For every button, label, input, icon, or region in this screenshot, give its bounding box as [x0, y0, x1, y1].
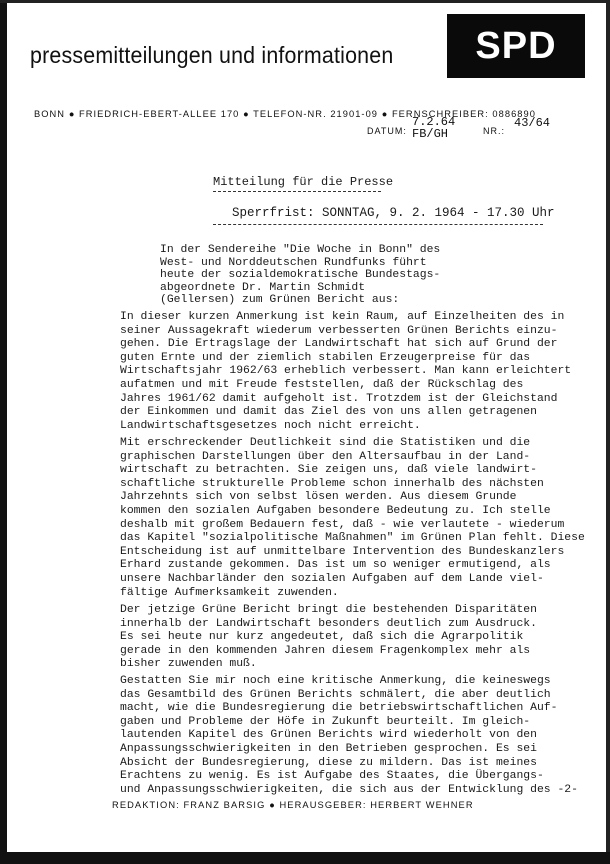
- text-line: Entscheidung ist auf unmittelbare Intervention des Bundeskanzlers: [120, 545, 565, 558]
- intro-line: (Gellersen) zum Grünen Bericht aus:: [160, 294, 400, 306]
- text-line: kommen den sozialen Aufgaben besondere Bedeutung zu. Ich stelle: [120, 504, 551, 517]
- text-line: bisher zuwenden muß.: [120, 658, 257, 671]
- intro-paragraph: [160, 244, 520, 307]
- intro-line: West- und Norddeutschen Rundfunks führt: [160, 256, 427, 269]
- body-paragraph-4: [120, 675, 578, 797]
- text-line: wirtschaft zu betrachten. Sie zeigen uns, daß viele landwirt-: [120, 464, 537, 477]
- spd-logo: SPD: [447, 14, 585, 78]
- embargo-underline: [213, 224, 543, 225]
- text-line: Es sei heute nur kurz angedeutet, daß sich die Agrarpolitik: [120, 631, 524, 644]
- text-line: innerhalb der Landwirtschaft besonders deutlich zum Ausdruck.: [120, 617, 537, 630]
- text-line: aufatmen und mit Freude feststellen, daß der Rückschlag des: [120, 378, 524, 391]
- text-line: In dieser kurzen Anmerkung ist kein Raum, auf Einzelheiten des in: [120, 311, 565, 323]
- text-line: Erhard zustande gekommen. Das ist um so weniger ermutigend, als: [120, 559, 551, 572]
- body-paragraph-2: [120, 437, 585, 600]
- text-line: gehen. Die Ertragslage der Landwirtschaft hat sich auf Grund der: [120, 338, 558, 351]
- text-line: das Gesamtbild des Grünen Berichts schmälert, die aber deutlich: [120, 688, 551, 701]
- intro-line: abgeordnete Dr. Martin Schmidt: [160, 281, 366, 294]
- text-line: schaftliche strukturelle Probleme schon innerhalb des nächsten: [120, 477, 544, 490]
- text-line: seiner Aussagekraft wiederum verbesserten Grünen Berichts einzu-: [120, 324, 558, 337]
- text-line: gerade in den kommenden Jahren diesem Fragenkomplex mehr als: [120, 644, 531, 657]
- scan-edge-top: [0, 0, 610, 3]
- press-heading: Mitteilung für die Presse: [213, 175, 394, 189]
- scan-edge-left: [0, 0, 7, 864]
- text-line: Gestatten Sie mir noch eine kritische Anmerkung, die keineswegs: [120, 675, 551, 687]
- text-line: graphischen Darstellungen über den Altersaufbau in der Land-: [120, 450, 531, 463]
- text-line: das Kapitel "sozialpolitische Maßnahmen" im Grünen Plan fehlt. Diese: [120, 532, 585, 545]
- embargo-line: Sperrfrist: SONNTAG, 9. 2. 1964 - 17.30 Uhr: [232, 206, 555, 220]
- body-paragraph-1: [120, 311, 572, 433]
- text-line: Absicht der Bundesregierung, diese zu mildern. Das ist meines: [120, 756, 537, 769]
- text-line: Mit erschreckender Deutlichkeit sind die Statistiken und die: [120, 437, 531, 449]
- body-paragraph-3: [120, 604, 560, 672]
- text-line: der Einkommen und damit das Ziel des von uns allen getragenen: [120, 406, 537, 419]
- footer-editorial: REDAKTION: FRANZ BARSIG ● HERAUSGEBER: HERBERT WEHNER: [112, 800, 474, 810]
- text-line: macht, wie die Bundesregierung die betriebswirtschaftlichen Auf-: [120, 702, 558, 715]
- text-line: gaben und Probleme der Höfe in Zukunft beurteilt. Im gleich-: [120, 715, 531, 728]
- text-line: deshalb mit großem Bedauern fest, daß - wie verlautete - wiederum: [120, 518, 565, 531]
- datum-value: 7.2.64: [412, 115, 456, 129]
- nr-value: 43/64: [514, 116, 551, 130]
- heading-underline: [213, 191, 381, 192]
- text-line: Wirtschaftsjahr 1962/63 erheblich verbessert. Man kann erleichtert: [120, 365, 572, 378]
- letterhead-address: BONN ● FRIEDRICH-EBERT-ALLEE 170 ● TELEFON-NR. 21901-09 ● FERNSCHREIBER: 0886890: [34, 109, 536, 119]
- intro-line: heute der sozialdemokratische Bundestags-: [160, 269, 441, 281]
- scan-edge-bottom: [0, 852, 610, 864]
- intro-line: In der Sendereihe "Die Woche in Bonn" des: [160, 244, 441, 256]
- scan-edge-right: [606, 0, 610, 864]
- text-line: Erachtens zu wenig. Es ist Aufgabe des Staates, die Übergangs-: [120, 770, 544, 783]
- datum-label: DATUM:: [367, 126, 407, 136]
- text-line: Der jetzige Grüne Bericht bringt die bestehenden Disparitäten: [120, 604, 537, 616]
- text-line: fältige Aufmerksamkeit zuwenden.: [120, 586, 339, 599]
- datum-sub: FB/GH: [412, 127, 449, 141]
- text-line: unsere Nachbarländer den sozialen Aufgaben auf dem Lande viel-: [120, 572, 544, 585]
- text-line: Landwirtschaftsgesetzes noch nicht erreicht.: [120, 419, 421, 432]
- letterhead-title: pressemitteilungen und informationen: [30, 42, 394, 68]
- text-line: Jahrzehnts sich von selbst lösen werden. Aus diesem Grunde: [120, 491, 517, 504]
- text-line: Jahres 1961/62 damit aufgeholt ist. Trotzdem ist der Gleichstand: [120, 392, 558, 405]
- text-line: und Anpassungsschwierigkeiten, die sich aus der Entwicklung des -2-: [120, 783, 578, 796]
- text-line: guten Ernte und der ziemlich stabilen Erzeugerpreise für das: [120, 351, 531, 364]
- text-line: Anpassungsschwierigkeiten in den Betrieben gesprochen. Es sei: [120, 742, 537, 755]
- datum-value-block: [412, 116, 455, 140]
- nr-label: NR.:: [483, 126, 505, 136]
- text-line: lautenden Kapitel des Grünen Berichts wird wiederholt von den: [120, 729, 537, 742]
